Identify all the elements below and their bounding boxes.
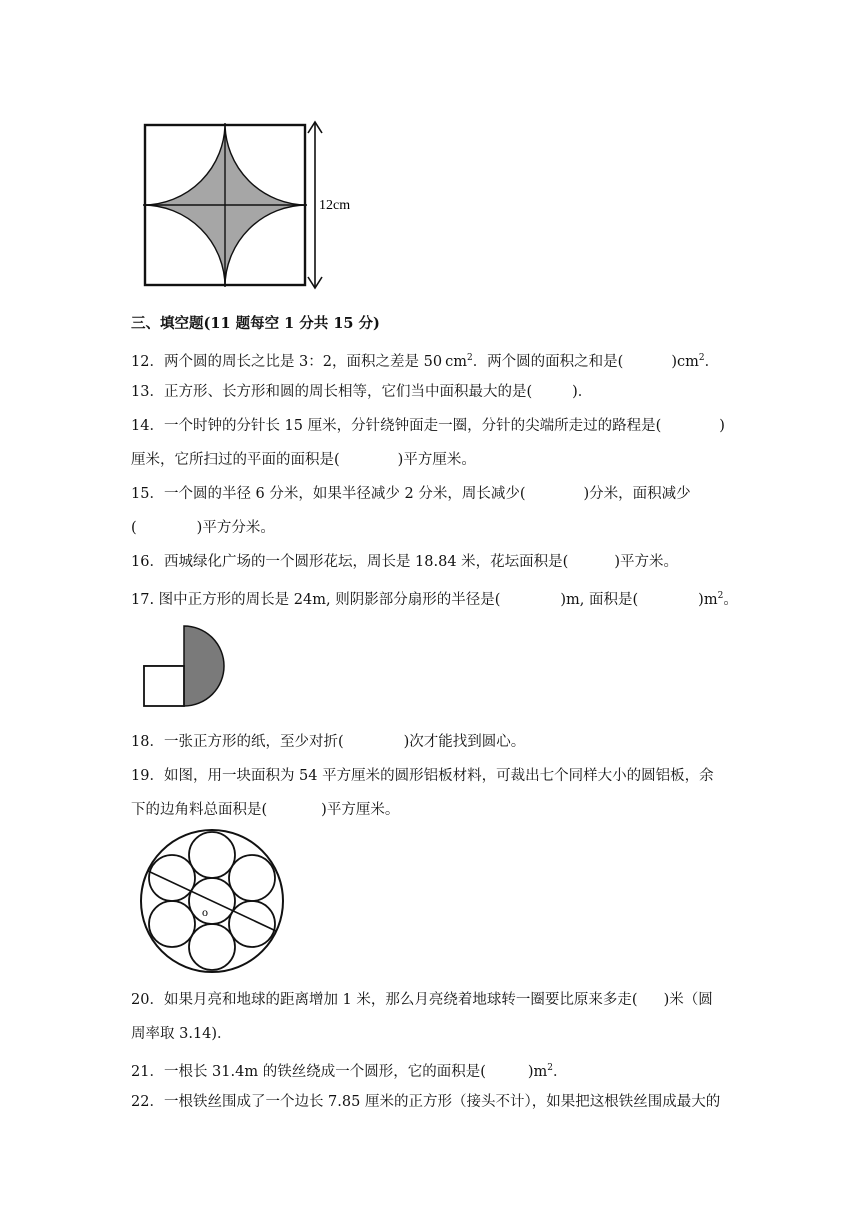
question-22: 22．一根铁丝围成了一个边长 7.85 厘米的正方形（接头不计），如果把这根铁丝围成最大的 [131, 1094, 721, 1110]
inner-circle-upper-left [149, 855, 195, 901]
question-19-line1: 19．如图，用一块面积为 54 平方厘米的圆形铝板材料，可裁出七个同样大小的圆铝板，余 [131, 768, 714, 784]
question-21: 21．一根长 31.4m 的铁丝绕成一个圆形，它的面积是( )$m^2$． [131, 1063, 568, 1080]
small-square [144, 666, 184, 706]
question-18: 18．一张正方形的纸，至少对折( )次才能找到圆心。 [131, 734, 526, 750]
question-20-line1: 20．如果月亮和地球的距离增加 1 米，那么月亮绕着地球转一圈要比原来多走( )米（圆 [131, 992, 713, 1008]
question-14-line2: 厘米，它所扫过的平面的面积是( )平方厘米。 [131, 452, 476, 468]
question-16: 16．西城绿化广场的一个圆形花坛，周长是 18.84 米，花坛面积是( )平方米。 [131, 554, 679, 570]
inner-circle-lower-right [229, 901, 275, 947]
sector-square-figure [138, 620, 233, 715]
dimension-label: 12cm [319, 198, 351, 213]
square-quarter-circles-figure [135, 115, 365, 290]
center-label: o [202, 905, 208, 919]
inner-circle-upper-right [229, 855, 275, 901]
question-12: 12．两个圆的周长之比是 3：2，面积之差是 50 $cm^2$．两个圆的面积之和是( )$cm^2$． [131, 353, 720, 370]
inner-circle-lower-left [149, 901, 195, 947]
question-15-line1: 15．一个圆的半径 6 分米，如果半径减少 2 分米，周长减少( )分米，面积减少 [131, 486, 691, 502]
inner-circle-bottom [189, 924, 235, 970]
question-20-line2: 周率取 3.14)． [131, 1026, 232, 1042]
question-14-line1: 14．一个时钟的分针长 15 厘米，分针绕钟面走一圈，分针的尖端所走过的路程是( ) [131, 418, 725, 434]
question-15-line2: ( )平方分米。 [131, 520, 275, 536]
question-19-line2: 下的边角料总面积是( )平方厘米。 [131, 802, 400, 818]
section-title: 三、填空题(11 题每空 1 分共 15 分) [131, 315, 380, 332]
question-17: 17. 图中正方形的周长是 24m, 则阴影部分扇形的半径是( )m, 面积是( )$m^2$。 [131, 591, 738, 608]
inner-circle-top [189, 832, 235, 878]
question-13: 13．正方形、长方形和圆的周长相等，它们当中面积最大的是( )． [131, 384, 593, 400]
seven-circles-figure [138, 826, 288, 976]
